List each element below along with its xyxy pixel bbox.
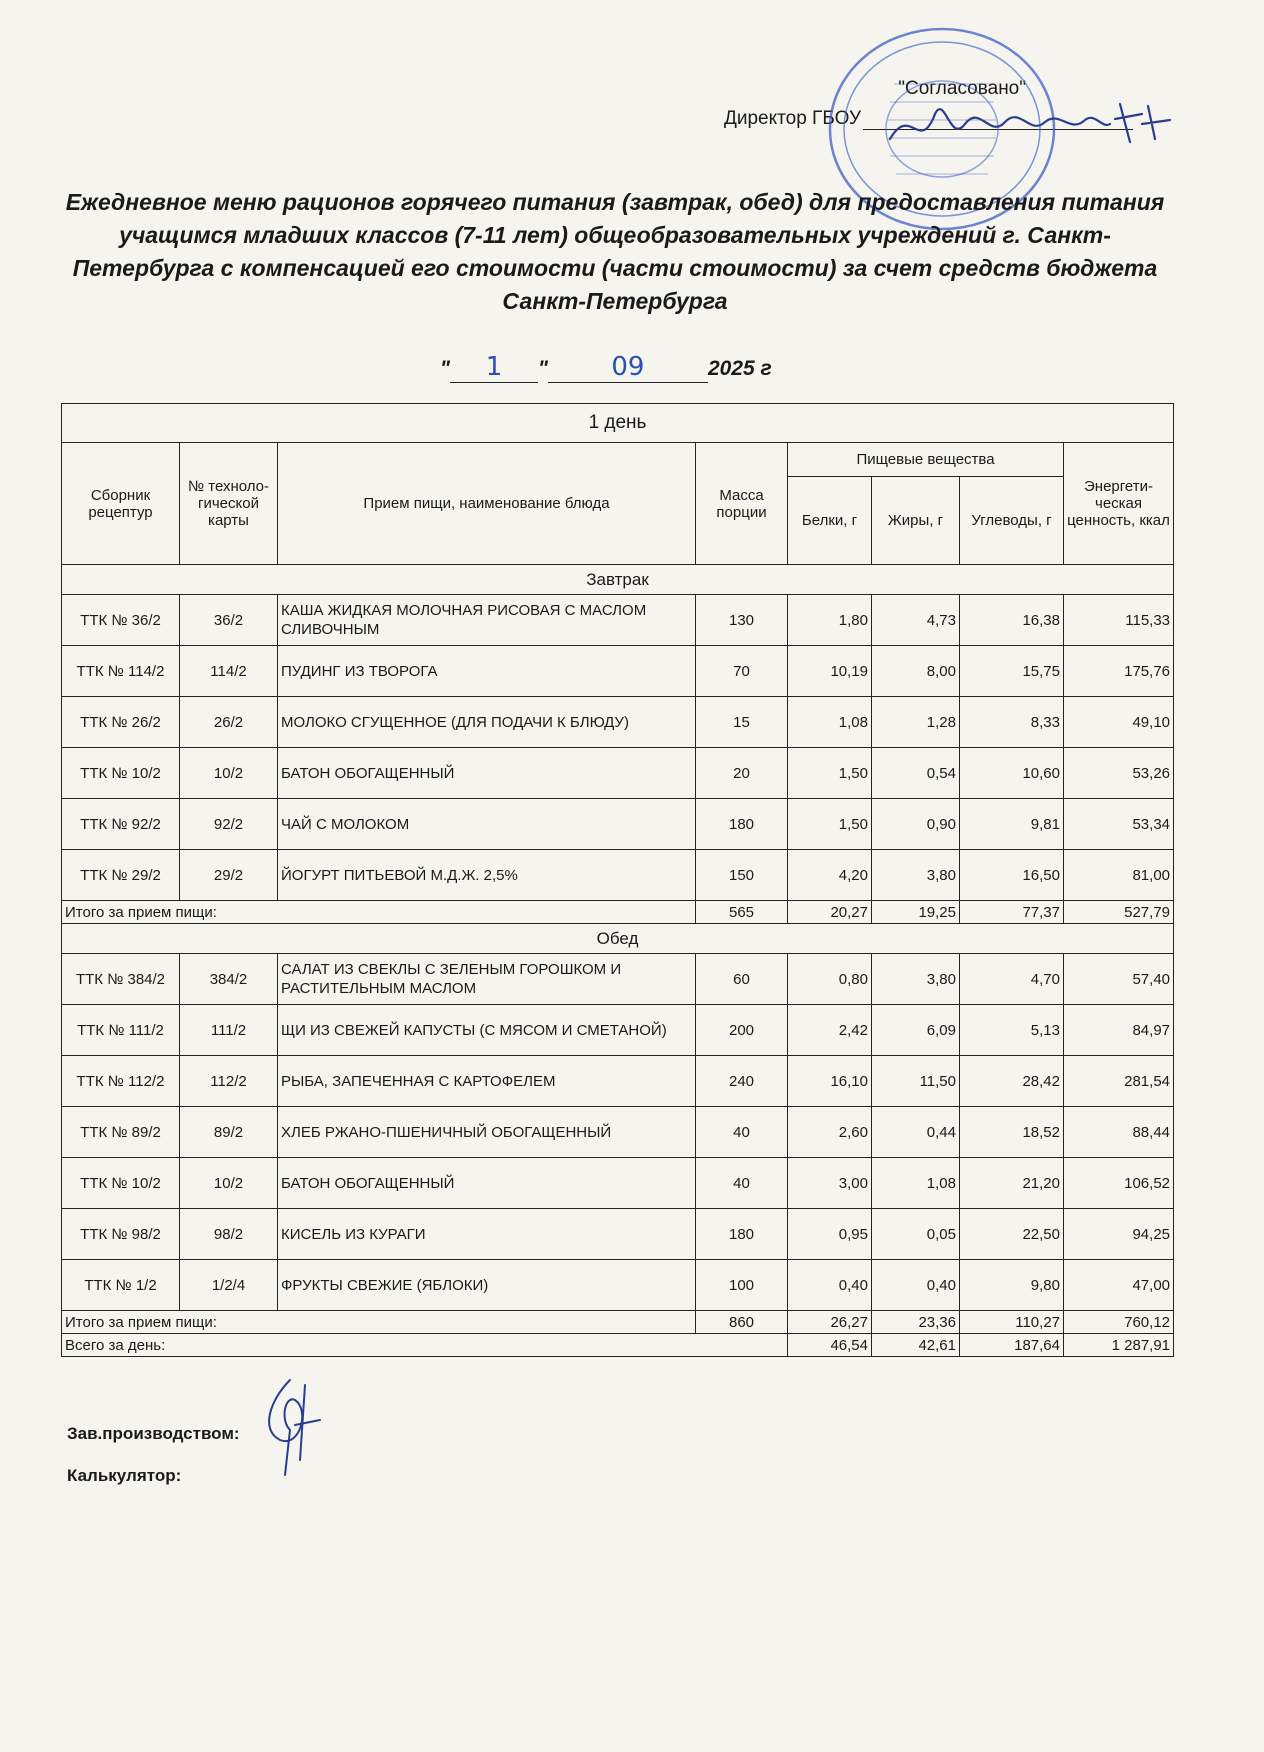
row-protein: 3,00: [788, 1158, 872, 1209]
header-fat: Жиры, г: [872, 477, 960, 565]
lunch-total-fat: 23,36: [872, 1311, 960, 1334]
breakfast-total-row: [62, 901, 1174, 924]
table-row: [62, 1260, 1174, 1311]
row-protein: 2,42: [788, 1005, 872, 1056]
breakfast-label: Завтрак: [62, 565, 1174, 595]
row-dish: ХЛЕБ РЖАНО-ПШЕНИЧНЫЙ ОБОГАЩЕННЫЙ: [278, 1107, 696, 1158]
row-energy: 53,34: [1064, 799, 1174, 850]
document-date: " 1 " 09 2025 г: [440, 352, 772, 382]
row-dish: БАТОН ОБОГАЩЕННЫЙ: [278, 1158, 696, 1209]
row-card: 26/2: [180, 697, 278, 748]
lunch-total-row: [62, 1311, 1174, 1334]
director-label: Директор ГБОУ: [724, 108, 862, 129]
row-mass: 40: [696, 1107, 788, 1158]
row-dish: МОЛОКО СГУЩЕННОЕ (ДЛЯ ПОДАЧИ К БЛЮДУ): [278, 697, 696, 748]
lunch-total-label: Итого за прием пищи:: [62, 1311, 696, 1334]
row-dish: КИСЕЛЬ ИЗ КУРАГИ: [278, 1209, 696, 1260]
row-collection: ТТК № 111/2: [62, 1005, 180, 1056]
row-card: 384/2: [180, 954, 278, 1005]
row-mass: 180: [696, 799, 788, 850]
row-card: 29/2: [180, 850, 278, 901]
row-protein: 1,08: [788, 697, 872, 748]
row-energy: 175,76: [1064, 646, 1174, 697]
row-card: 111/2: [180, 1005, 278, 1056]
table-row: [62, 1107, 1174, 1158]
row-collection: ТТК № 92/2: [62, 799, 180, 850]
breakfast-total-mass: 565: [696, 901, 788, 924]
row-energy: 47,00: [1064, 1260, 1174, 1311]
row-collection: ТТК № 26/2: [62, 697, 180, 748]
row-card: 98/2: [180, 1209, 278, 1260]
lunch-rows: [62, 954, 1174, 1311]
breakfast-rows: [62, 595, 1174, 901]
row-card: 92/2: [180, 799, 278, 850]
row-energy: 281,54: [1064, 1056, 1174, 1107]
row-energy: 94,25: [1064, 1209, 1174, 1260]
row-card: 10/2: [180, 1158, 278, 1209]
table-row: [62, 1158, 1174, 1209]
breakfast-total-carbs: 77,37: [960, 901, 1064, 924]
row-card: 1/2/4: [180, 1260, 278, 1311]
day-total-label: Всего за день:: [62, 1334, 788, 1357]
table-row: [62, 748, 1174, 799]
row-fat: 1,28: [872, 697, 960, 748]
breakfast-total-protein: 20,27: [788, 901, 872, 924]
row-mass: 20: [696, 748, 788, 799]
header-mass: Масса порции: [696, 443, 788, 565]
row-collection: ТТК № 384/2: [62, 954, 180, 1005]
row-energy: 57,40: [1064, 954, 1174, 1005]
row-mass: 130: [696, 595, 788, 646]
lunch-total-energy: 760,12: [1064, 1311, 1174, 1334]
day-header-row: [62, 404, 1174, 443]
row-protein: 10,19: [788, 646, 872, 697]
row-protein: 1,80: [788, 595, 872, 646]
row-energy: 84,97: [1064, 1005, 1174, 1056]
document-title: Ежедневное меню рационов горячего питания (завтрак, обед) для предоставления питания учащимся младших классов (7-11 лет) общеобразовательных учреждений г. Санкт-Петербурга с компенсацией его стоимости (части стоимости) за счет средств бюджета Санкт-Петербурга: [65, 189, 1165, 314]
table-row: [62, 954, 1174, 1005]
row-collection: ТТК № 10/2: [62, 748, 180, 799]
row-card: 10/2: [180, 748, 278, 799]
row-protein: 2,60: [788, 1107, 872, 1158]
row-protein: 0,95: [788, 1209, 872, 1260]
day-total-energy: 1 287,91: [1064, 1334, 1174, 1357]
table-row: [62, 1005, 1174, 1056]
production-manager-signature: [250, 1370, 330, 1480]
date-day: 1: [450, 352, 538, 383]
row-fat: 4,73: [872, 595, 960, 646]
breakfast-section-row: [62, 565, 1174, 595]
row-carbs: 16,50: [960, 850, 1064, 901]
row-protein: 0,80: [788, 954, 872, 1005]
row-collection: ТТК № 36/2: [62, 595, 180, 646]
row-carbs: 8,33: [960, 697, 1064, 748]
row-mass: 70: [696, 646, 788, 697]
row-fat: 11,50: [872, 1056, 960, 1107]
header-collection: Сборник рецептур: [62, 443, 180, 565]
row-fat: 0,90: [872, 799, 960, 850]
row-dish: ФРУКТЫ СВЕЖИЕ (ЯБЛОКИ): [278, 1260, 696, 1311]
row-fat: 0,54: [872, 748, 960, 799]
row-dish: САЛАТ ИЗ СВЕКЛЫ С ЗЕЛЕНЫМ ГОРОШКОМ И РАСТИТЕЛЬНЫМ МАСЛОМ: [278, 954, 696, 1005]
row-protein: 4,20: [788, 850, 872, 901]
row-energy: 115,33: [1064, 595, 1174, 646]
row-card: 36/2: [180, 595, 278, 646]
row-collection: ТТК № 1/2: [62, 1260, 180, 1311]
table-row: [62, 646, 1174, 697]
row-dish: ЩИ ИЗ СВЕЖЕЙ КАПУСТЫ (С МЯСОМ И СМЕТАНОЙ): [278, 1005, 696, 1056]
row-carbs: 9,81: [960, 799, 1064, 850]
row-energy: 49,10: [1064, 697, 1174, 748]
header-card: № техноло-гической карты: [180, 443, 278, 565]
row-mass: 40: [696, 1158, 788, 1209]
row-fat: 0,05: [872, 1209, 960, 1260]
row-carbs: 4,70: [960, 954, 1064, 1005]
row-card: 114/2: [180, 646, 278, 697]
row-carbs: 22,50: [960, 1209, 1064, 1260]
row-fat: 0,40: [872, 1260, 960, 1311]
row-carbs: 28,42: [960, 1056, 1064, 1107]
row-fat: 6,09: [872, 1005, 960, 1056]
row-carbs: 10,60: [960, 748, 1064, 799]
header-row-1: [62, 443, 1174, 477]
row-mass: 15: [696, 697, 788, 748]
lunch-section-row: [62, 924, 1174, 954]
header-dish: Прием пищи, наименование блюда: [278, 443, 696, 565]
day-total-row: [62, 1334, 1174, 1357]
approval-label: "Согласовано": [898, 78, 1026, 99]
lunch-total-carbs: 110,27: [960, 1311, 1064, 1334]
calculator-label: Калькулятор:: [67, 1466, 182, 1485]
row-carbs: 21,20: [960, 1158, 1064, 1209]
row-protein: 16,10: [788, 1056, 872, 1107]
row-dish: БАТОН ОБОГАЩЕННЫЙ: [278, 748, 696, 799]
table-row: [62, 1209, 1174, 1260]
header-protein: Белки, г: [788, 477, 872, 565]
day-total-protein: 46,54: [788, 1334, 872, 1357]
director-signature-line: [863, 111, 1133, 130]
row-protein: 1,50: [788, 748, 872, 799]
lunch-label: Обед: [62, 924, 1174, 954]
row-collection: ТТК № 112/2: [62, 1056, 180, 1107]
row-fat: 0,44: [872, 1107, 960, 1158]
day-total-carbs: 187,64: [960, 1334, 1064, 1357]
row-energy: 53,26: [1064, 748, 1174, 799]
lunch-total-protein: 26,27: [788, 1311, 872, 1334]
table-row: [62, 850, 1174, 901]
row-mass: 150: [696, 850, 788, 901]
director-line: [724, 108, 1133, 130]
breakfast-total-energy: 527,79: [1064, 901, 1174, 924]
row-card: 89/2: [180, 1107, 278, 1158]
row-fat: 8,00: [872, 646, 960, 697]
row-protein: 0,40: [788, 1260, 872, 1311]
header-carbs: Углеводы, г: [960, 477, 1064, 565]
row-dish: ЧАЙ С МОЛОКОМ: [278, 799, 696, 850]
row-carbs: 5,13: [960, 1005, 1064, 1056]
row-energy: 81,00: [1064, 850, 1174, 901]
table-row: [62, 799, 1174, 850]
header-energy: Энергети-ческая ценность, ккал: [1064, 443, 1174, 565]
row-fat: 3,80: [872, 954, 960, 1005]
row-mass: 240: [696, 1056, 788, 1107]
breakfast-total-label: Итого за прием пищи:: [62, 901, 696, 924]
production-manager-label: Зав.производством:: [67, 1424, 240, 1443]
table-row: [62, 1056, 1174, 1107]
row-energy: 106,52: [1064, 1158, 1174, 1209]
row-carbs: 18,52: [960, 1107, 1064, 1158]
date-year: 2025 г: [707, 357, 772, 380]
row-fat: 3,80: [872, 850, 960, 901]
row-carbs: 15,75: [960, 646, 1064, 697]
row-energy: 88,44: [1064, 1107, 1174, 1158]
row-mass: 200: [696, 1005, 788, 1056]
lunch-total-mass: 860: [696, 1311, 788, 1334]
row-mass: 180: [696, 1209, 788, 1260]
row-collection: ТТК № 98/2: [62, 1209, 180, 1260]
header-nutrients: Пищевые вещества: [788, 443, 1064, 477]
row-dish: ПУДИНГ ИЗ ТВОРОГА: [278, 646, 696, 697]
row-dish: КАША ЖИДКАЯ МОЛОЧНАЯ РИСОВАЯ С МАСЛОМ СЛИВОЧНЫМ: [278, 595, 696, 646]
date-month: 09: [548, 352, 708, 383]
table-row: [62, 595, 1174, 646]
row-card: 112/2: [180, 1056, 278, 1107]
row-collection: ТТК № 10/2: [62, 1158, 180, 1209]
day-label: 1 день: [62, 404, 1174, 443]
row-mass: 60: [696, 954, 788, 1005]
row-dish: РЫБА, ЗАПЕЧЕННАЯ С КАРТОФЕЛЕМ: [278, 1056, 696, 1107]
breakfast-total-fat: 19,25: [872, 901, 960, 924]
row-dish: ЙОГУРТ ПИТЬЕВОЙ М.Д.Ж. 2,5%: [278, 850, 696, 901]
row-mass: 100: [696, 1260, 788, 1311]
row-carbs: 9,80: [960, 1260, 1064, 1311]
row-collection: ТТК № 89/2: [62, 1107, 180, 1158]
row-protein: 1,50: [788, 799, 872, 850]
row-fat: 1,08: [872, 1158, 960, 1209]
table-row: [62, 697, 1174, 748]
menu-table: [61, 403, 1174, 1357]
row-collection: ТТК № 29/2: [62, 850, 180, 901]
day-total-fat: 42,61: [872, 1334, 960, 1357]
row-collection: ТТК № 114/2: [62, 646, 180, 697]
row-carbs: 16,38: [960, 595, 1064, 646]
